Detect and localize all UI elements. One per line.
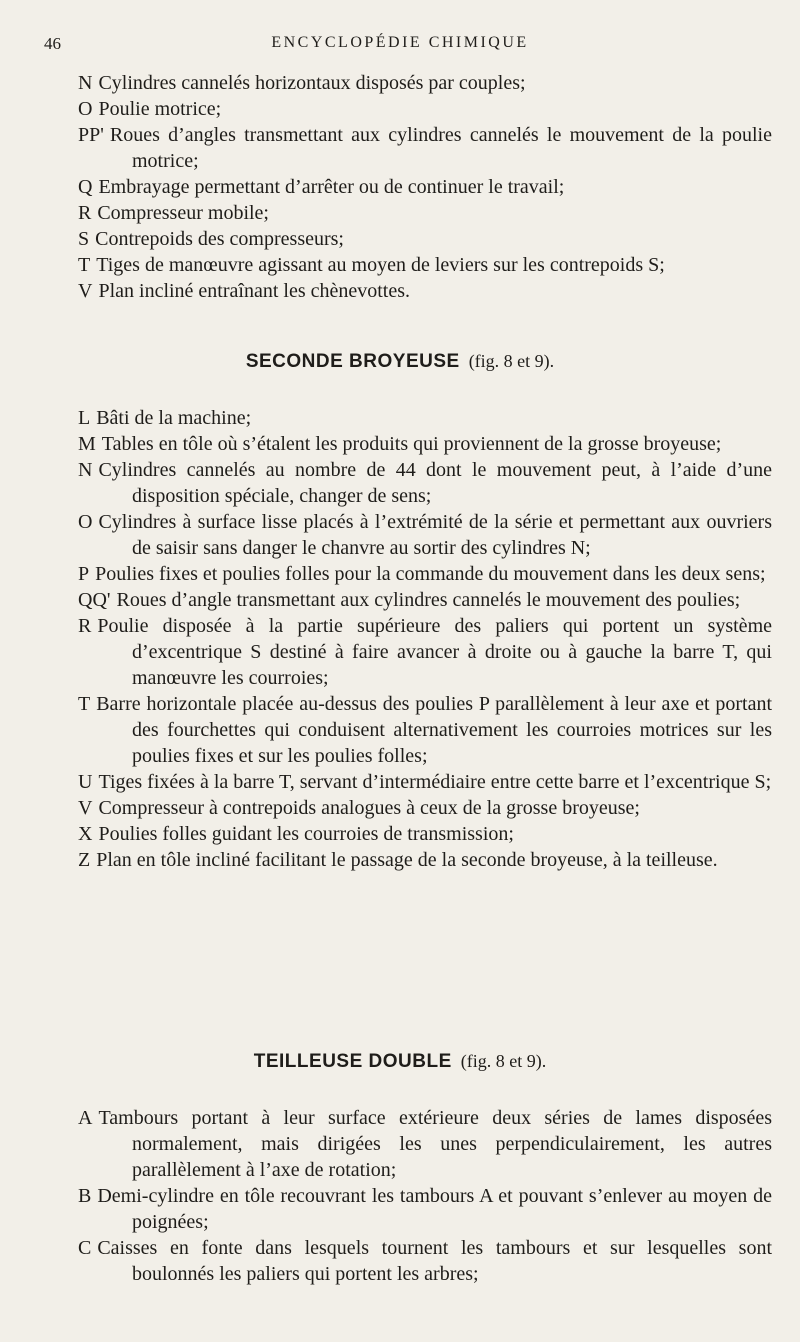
list-item: T Tiges de manœuvre agissant au moyen de leviers sur les contrepoids S; <box>78 254 665 276</box>
running-title: ENCYCLOPÉDIE CHIMIQUE <box>271 34 529 51</box>
section-heading-seconde-broyeuse <box>0 350 800 373</box>
page-header <box>0 34 800 58</box>
section-title: SECONDE BROYEUSE <box>245 351 460 372</box>
list-item: N Cylindres cannelés au nombre de 44 dont le mouvement peut, à l’aide d’une disposition spéciale, changer de sens; <box>78 459 772 507</box>
list-item: N Cylindres cannelés horizontaux disposés par couples; <box>78 72 526 94</box>
list-item: Z Plan en tôle incliné facilitant le passage de la seconde broyeuse, à la teilleuse. <box>78 849 718 871</box>
list-item: R Compresseur mobile; <box>78 202 269 224</box>
list-item: P Poulies fixes et poulies folles pour la commande du mouvement dans les deux sens; <box>78 563 766 585</box>
section-title: TEILLEUSE DOUBLE <box>253 1051 452 1072</box>
list-item: V Plan incliné entraînant les chènevottes. <box>78 280 411 302</box>
list-item: R Poulie disposée à la partie supérieure des paliers qui portent un système d’excentrique S destiné à faire avancer à droite ou à gauche la barre T, qui manœuvre les courroies; <box>78 615 772 689</box>
list-item: X Poulies folles guidant les courroies de transmission; <box>78 823 514 845</box>
list-item: PP' Roues d’angles transmettant aux cylindres cannelés le mouvement de la poulie motrice; <box>78 124 772 172</box>
list-item: C Caisses en fonte dans lesquels tournent les tambours et sur lesquelles sont boulonnés les paliers qui portent les arbres; <box>78 1237 772 1285</box>
list-item: B Demi-cylindre en tôle recouvrant les tambours A et pouvant s’enlever au moyen de poignées; <box>78 1185 772 1233</box>
list-item: Q Embrayage permettant d’arrêter ou de continuer le travail; <box>78 176 565 198</box>
list-item: V Compresseur à contrepoids analogues à ceux de la grosse broyeuse; <box>78 797 640 819</box>
list-item: O Cylindres à surface lisse placés à l’extrémité de la série et permettant aux ouvriers de saisir sans danger le chanvre au sortir des cylindres N; <box>78 511 772 559</box>
list-item: S Contrepoids des compresseurs; <box>78 228 344 250</box>
figure-reference: (fig. 8 et 9). <box>460 1051 547 1071</box>
list-item: T Barre horizontale placée au-dessus des poulies P parallèlement à leur axe et portant des fourchettes qui conduisent alternativement les courroies motrices sur les poulies fixes et sur les poulies folles; <box>78 693 772 767</box>
legend-list-2 <box>0 405 800 873</box>
legend-list-3 <box>0 1105 800 1287</box>
list-item: U Tiges fixées à la barre T, servant d’intermédiaire entre cette barre et l’excentrique S; <box>78 771 772 793</box>
list-item: L Bâti de la machine; <box>78 407 252 429</box>
list-item: A Tambours portant à leur surface extérieure deux séries de lames disposées normalement, mais dirigées les unes perpendiculairement, les autres parallèlement à l’axe de rotation; <box>78 1107 772 1181</box>
list-item: O Poulie motrice; <box>78 98 222 120</box>
page-number: 46 <box>44 34 61 53</box>
list-item: M Tables en tôle où s’étalent les produits qui proviennent de la grosse broyeuse; <box>78 433 722 455</box>
figure-reference: (fig. 8 et 9). <box>468 351 555 371</box>
section-heading-teilleuse-double <box>0 1050 800 1073</box>
legend-list-1 <box>0 70 800 304</box>
list-item: QQ' Roues d’angle transmettant aux cylindres cannelés le mouvement des poulies; <box>78 589 741 611</box>
